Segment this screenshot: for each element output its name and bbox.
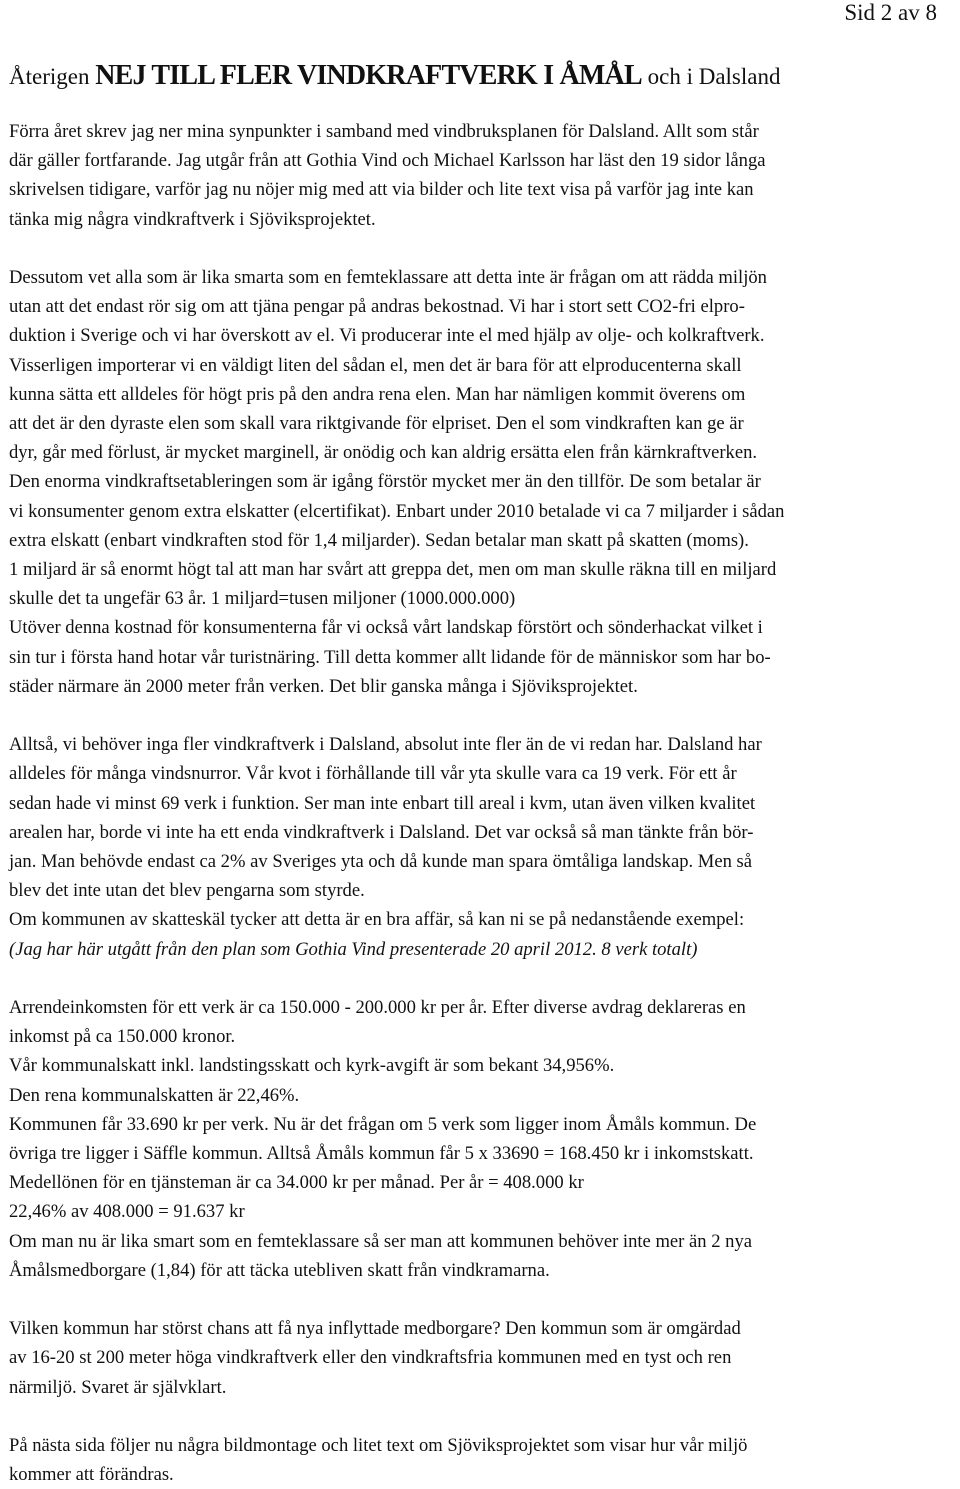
text-line: På nästa sida följer nu några bildmontage och litet text om Sjöviksprojektet som visar hur vår miljö (9, 1435, 748, 1457)
text-line: där gäller fortfarande. Jag utgår från att Gothia Vind och Michael Karlsson har läst den 19 sidor långa (9, 150, 766, 172)
text-line: duktion i Sverige och vi har överskott av el. Vi producerar inte el med hjälp av olje- och kolkraftverk. (9, 325, 765, 347)
text-line: sin tur i första hand hotar vår turistnäring. Till detta kommer allt lidande för de människor som har bo- (9, 646, 771, 668)
text-line: Kommunen får 33.690 kr per verk. Nu är det frågan om 5 verk som ligger inom Åmåls kommun. De (9, 1113, 757, 1135)
paragraph-intro (9, 117, 955, 234)
paragraph-dalsland (9, 730, 955, 964)
text-line: Den rena kommunalskatten är 22,46%. (9, 1084, 300, 1106)
body-text (9, 117, 955, 1489)
title-emphasis: NEJ TILL FLER VINDKRAFTVERK I ÅMÅL (95, 60, 642, 91)
text-line: Utöver denna kostnad för konsumenterna får vi också vårt landskap förstört och sönderhackat vilket i (9, 617, 763, 639)
title-prefix: Återigen (9, 64, 96, 89)
paragraph-gap (9, 1285, 955, 1314)
text-line: kunna sätta ett alldeles för högt pris på den andra rena elen. Man har nämligen kommit överens om (9, 383, 746, 405)
text-line: Om kommunen av skatteskäl tycker att detta är en bra affär, så kan ni se på nedanstående exempel: (9, 909, 745, 931)
paragraph-gap (9, 234, 955, 263)
text-line: Om man nu är lika smart som en femteklassare så ser man att kommunen behöver inte mer än 2 nya (9, 1230, 753, 1252)
text-line: städer närmare än 2000 meter från verken. Det blir ganska många i Sjöviksprojektet. (9, 675, 638, 697)
text-line: Dessutom vet alla som är lika smarta som en femteklassare att detta inte är frågan om att rädda miljön (9, 267, 767, 288)
text-line: Vilken kommun har störst chans att få nya inflyttade medborgare? Den kommun som är omgärdad (9, 1318, 741, 1340)
paragraph-argument (9, 263, 955, 701)
text-line: vi konsumenter genom extra elskatter (elcertifikat). Enbart under 2010 betalade vi ca 7 miljarder i sådan (9, 500, 785, 522)
paragraph-calculation (9, 993, 955, 1285)
text-line: extra elskatt (enbart vindkraften stod för 1,4 miljarder). Sedan betalar man skatt på skatten (moms). (9, 529, 749, 551)
paragraph-question (9, 1314, 955, 1402)
text-line: Alltså, vi behöver inga fler vindkraftverk i Dalsland, absolut inte fler än de vi redan har. Dalsland har (9, 734, 762, 756)
italic-note: (Jag har här utgått från den plan som Gothia Vind presenterade 20 april 2012. 8 verk totalt) (9, 938, 698, 960)
text-line: Åmålsmedborgare (1,84) för att täcka utebliven skatt från vindkramarna. (9, 1259, 550, 1281)
paragraph-closing (9, 1431, 955, 1489)
text-line: Den enorma vindkraftsetableringen som är igång förstör mycket mer än den tillför. De som betalar är (9, 471, 761, 493)
text-line: alldeles för många vindsnurror. Vår kvot i förhållande till vår yta skulle vara ca 19 verk. För ett år (9, 763, 737, 785)
text-line: 22,46% av 408.000 = 91.637 kr (9, 1201, 245, 1223)
text-line: Arrendeinkomsten för ett verk är ca 150.000 - 200.000 kr per år. Efter diverse avdrag deklareras en (9, 997, 746, 1019)
text-line: övriga tre ligger i Säffle kommun. Alltså Åmåls kommun får 5 x 33690 = 168.450 kr i inkomstskatt. (9, 1143, 754, 1165)
text-line: blev det inte utan det blev pengarna som styrde. (9, 880, 365, 902)
text-line: kommer att förändras. (9, 1464, 174, 1486)
text-line: sedan hade vi minst 69 verk i funktion. Ser man inte enbart till areal i kvm, utan även vilken kvalitet (9, 792, 756, 814)
text-line: Visserligen importerar vi en väldigt liten del sådan el, men det är bara för att elproducenterna skall (9, 354, 742, 376)
paragraph-gap (9, 1402, 955, 1431)
text-line: utan att det endast rör sig om att tjäna pengar på andras bekostnad. Vi har i stort sett CO2-fri elpro- (9, 296, 745, 318)
title-suffix: och i Dalsland (641, 64, 781, 89)
text-line: 1 miljard är så enormt högt tal att man har svårt att greppa det, men om man skulle räkna till en miljard (9, 559, 777, 581)
text-line: tänka mig några vindkraftverk i Sjöviksprojektet. (9, 208, 376, 230)
text-line: Medellönen för en tjänsteman är ca 34.000 kr per månad. Per år = 408.000 kr (9, 1172, 584, 1194)
text-line: jan. Man behövde endast ca 2% av Sveriges yta och då kunde man spara ömtåliga landskap. Men så (9, 851, 753, 873)
text-line: Förra året skrev jag ner mina synpunkter i samband med vindbruksplanen för Dalsland. Allt som står (9, 121, 759, 142)
page-title (9, 60, 780, 93)
text-line: närmiljö. Svaret är självklart. (9, 1376, 227, 1398)
text-line: av 16-20 st 200 meter höga vindkraftverk eller den vindkraftsfria kommunen med en tyst och ren (9, 1347, 732, 1369)
page-number: Sid 2 av 8 (844, 0, 937, 25)
text-line: skrivelsen tidigare, varför jag nu nöjer mig med att via bilder och lite text visa på varför jag inte kan (9, 179, 754, 201)
text-line: skulle det ta ungefär 63 år. 1 miljard=tusen miljoner (1000.000.000) (9, 588, 516, 610)
text-line: Vår kommunalskatt inkl. landstingsskatt och kyrk-avgift är som bekant 34,956%. (9, 1055, 615, 1077)
text-line: att det är den dyraste elen som skall vara riktgivande för elpriset. Den el som vindkraften kan ge är (9, 413, 744, 435)
paragraph-gap (9, 964, 955, 993)
text-line: arealen har, borde vi inte ha ett enda vindkraftverk i Dalsland. Det var också så man tänkte från bör- (9, 821, 754, 843)
paragraph-gap (9, 701, 955, 730)
text-line: inkomst på ca 150.000 kronor. (9, 1026, 236, 1048)
text-line: dyr, går med förlust, är mycket marginell, är onödig och kan aldrig ersätta elen från kärnkraftverken. (9, 442, 758, 464)
